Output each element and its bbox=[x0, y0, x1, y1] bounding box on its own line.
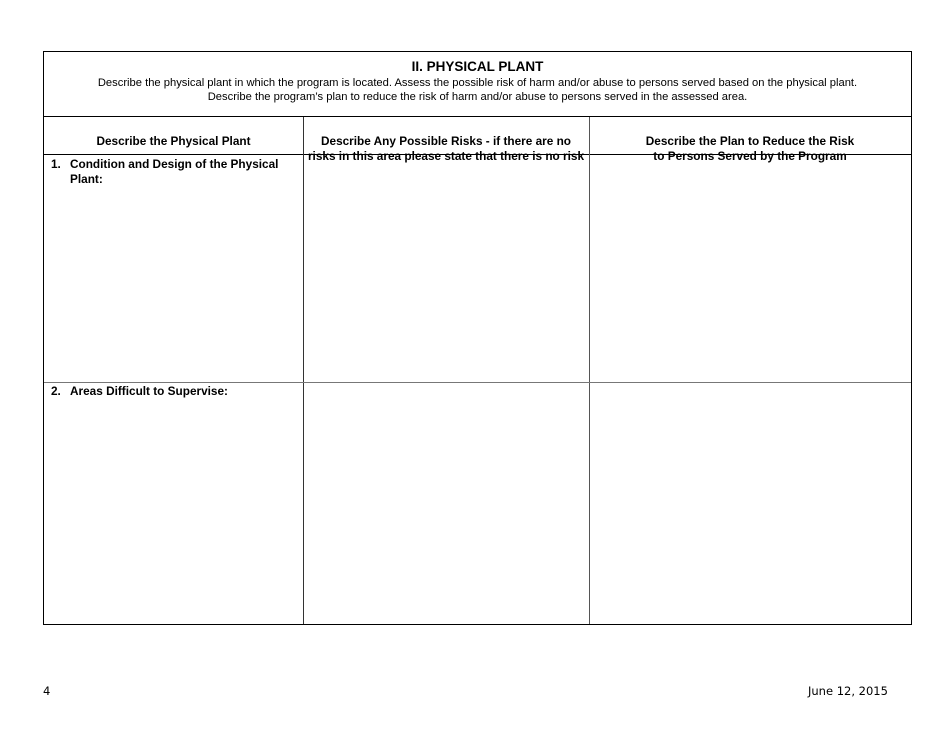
row-2-plan-field[interactable] bbox=[590, 383, 911, 623]
physical-plant-form bbox=[43, 51, 912, 625]
row-1-label bbox=[51, 157, 281, 187]
row-1-number: 1. bbox=[51, 157, 61, 171]
column-header-possible-risks bbox=[303, 117, 589, 163]
row-2-risks-field[interactable] bbox=[304, 383, 589, 623]
column-header-possible-risks-label: Describe Any Possible Risks - if there are no risks in this area please state that there is no risk bbox=[307, 134, 585, 163]
section-description-line-1: Describe the physical plant in which the program is located. Assess the possible risk of harm and/or abuse to persons served based on the physical plant. bbox=[97, 77, 858, 89]
footer-date: June 12, 2015 bbox=[808, 684, 888, 698]
row-2-number: 2. bbox=[51, 384, 61, 398]
row-1-risks-field[interactable] bbox=[304, 156, 589, 382]
row-1-plan-field[interactable] bbox=[590, 156, 911, 382]
table-header-row bbox=[44, 117, 911, 163]
row-1-text: Condition and Design of the Physical Plant: bbox=[70, 157, 279, 186]
page-number: 4 bbox=[43, 684, 51, 698]
section-description-line-2: Describe the program’s plan to reduce the risk of harm and/or abuse to persons served in the assessed area. bbox=[207, 91, 748, 103]
form-title-block bbox=[44, 52, 911, 117]
column-header-physical-plant-label: Describe the Physical Plant bbox=[96, 134, 251, 148]
section-title: II. PHYSICAL PLANT bbox=[411, 59, 544, 74]
column-header-reduction-plan bbox=[589, 117, 911, 163]
row-2-label bbox=[51, 384, 281, 399]
column-header-reduction-plan-label: Describe the Plan to Reduce the Risk to Persons Served by the Program bbox=[645, 134, 855, 163]
column-header-physical-plant bbox=[44, 117, 303, 154]
row-2-text: Areas Difficult to Supervise: bbox=[70, 384, 228, 398]
